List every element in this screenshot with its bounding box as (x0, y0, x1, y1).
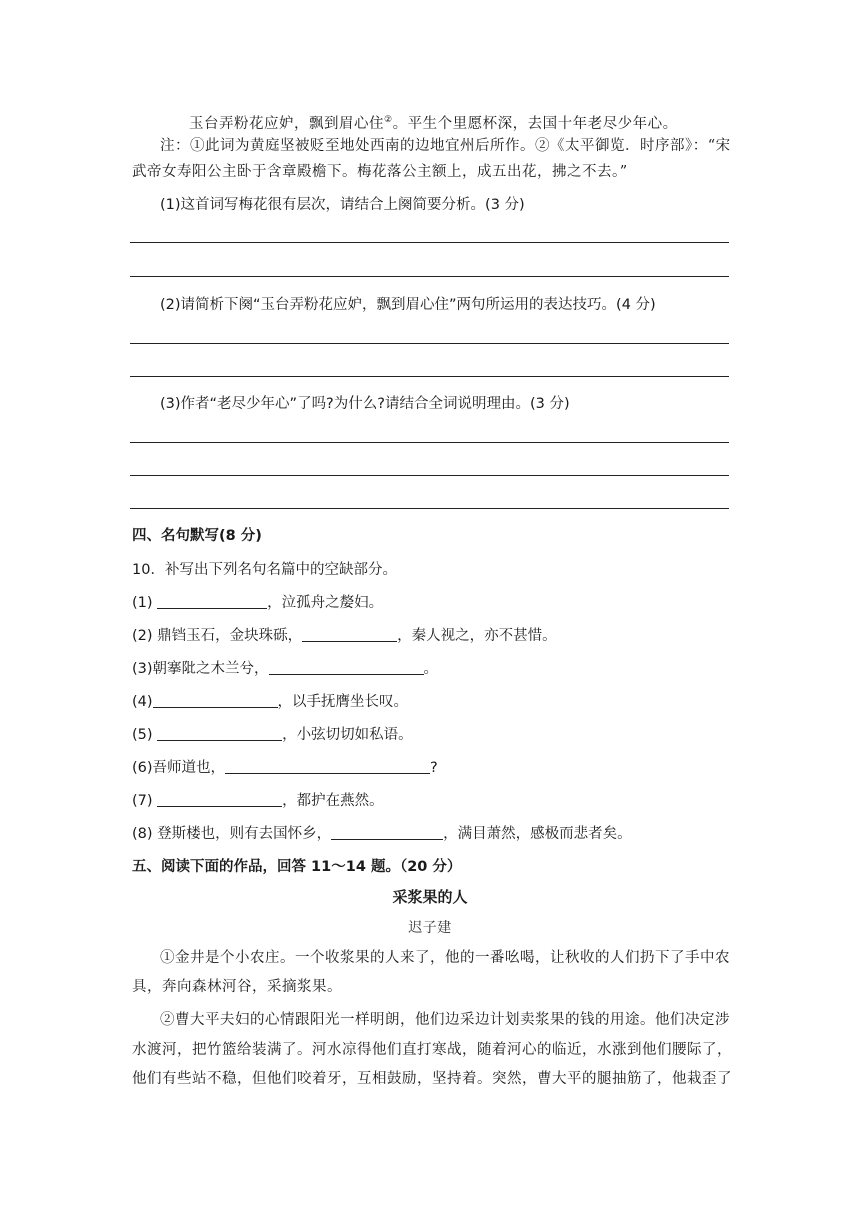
story-author: 迟子建 (408, 920, 452, 936)
fill-blank[interactable] (302, 626, 397, 642)
question-1: (1)这首词写梅花很有层次，请结合上阕简要分析。(3 分) (160, 197, 525, 213)
paragraph-1-line-2: 具，奔向森林河谷，采摘浆果。 (132, 979, 342, 995)
answer-line (130, 343, 729, 344)
question-2: (2)请简析下阕“玉台弄粉花应妒，飘到眉心住”两句所运用的表达技巧。(4 分) (160, 297, 656, 313)
fill-item-8: (8) 登斯楼也，则有去国怀乡， ，满目萧然，感极而悲者矣。 (132, 826, 632, 842)
fill-item-7: (7) ，都护在燕然。 (132, 793, 384, 809)
paragraph-2-line-1: ②曹大平夫妇的心情跟阳光一样明朗，他们边采边计划卖浆果的钱的用途。他们决定涉 (160, 1012, 730, 1028)
answer-line (130, 276, 729, 277)
note-line-1: 注：①此词为黄庭坚被贬至地处西南的边地宜州后所作。②《太平御览．时序部》：“宋 (160, 138, 731, 154)
fill-blank[interactable] (153, 692, 278, 708)
fill-blank[interactable] (269, 659, 424, 675)
section-4-heading: 四、名句默写(8 分) (132, 528, 262, 544)
poem-line (189, 110, 678, 134)
paragraph-1-line-1: ①金井是个小农庄。一个收浆果的人来了，他的一番吆喝，让秋收的人们扔下了手中农 (160, 950, 730, 966)
paragraph-2-line-3: 他们有些站不稳，但他们咬着牙，互相鼓励，坚持着。突然，曹大平的腿抽筋了，他栽歪了 (132, 1071, 732, 1087)
answer-line (130, 508, 729, 509)
fill-item-2: (2) 鼎铛玉石，金块珠砾， ，秦人视之，亦不甚惜。 (132, 628, 557, 644)
section-5-heading: 五、阅读下面的作品，回答 11～14 题。（20 分） (132, 859, 462, 875)
fill-item-6: (6)吾师道也， ? (132, 760, 438, 776)
answer-line (130, 242, 729, 243)
fill-item-1: (1) ，泣孤舟之嫠妇。 (132, 595, 384, 611)
question-10: 10．补写出下列名句名篇中的空缺部分。 (132, 562, 397, 578)
fill-blank[interactable] (225, 758, 430, 774)
fill-blank[interactable] (157, 593, 267, 609)
story-title: 采浆果的人 (392, 888, 468, 906)
poem-text-tail: 。平生个里愿杯深，去国十年老尽少年心。 (392, 116, 678, 132)
fill-item-4: (4) ，以手抚膺坐长叹。 (132, 694, 409, 710)
note-line-2: 武帝女寿阳公主卧于含章殿檐下。梅花落公主额上，成五出花，拂之不去。” (132, 164, 628, 180)
fill-item-3: (3)朝搴阰之木兰兮， 。 (132, 661, 439, 677)
answer-line (130, 376, 729, 377)
poem-text: 玉台弄粉花应妒，飘到眉心住 (189, 116, 384, 132)
fill-blank[interactable] (157, 791, 282, 807)
fill-item-5: (5) ，小弦切切如私语。 (132, 727, 413, 743)
fill-blank[interactable] (331, 824, 443, 840)
question-3: (3)作者“老尽少年心”了吗?为什么?请结合全词说明理由。(3 分) (160, 396, 570, 412)
fill-blank[interactable] (157, 725, 282, 741)
paragraph-2-line-2: 水渡河，把竹篮给装满了。河水凉得他们直打寒战，随着河心的临近，水涨到他们腰际了， (132, 1042, 732, 1058)
footnote-mark: ② (384, 115, 393, 125)
answer-line (130, 475, 729, 476)
answer-line (130, 442, 729, 443)
